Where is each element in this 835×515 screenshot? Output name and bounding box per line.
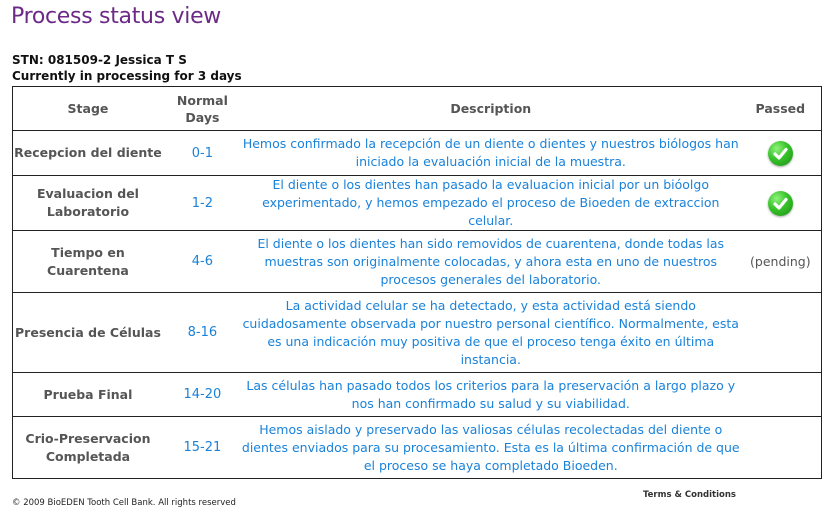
stage-cell: Presencia de Células <box>13 293 163 373</box>
stage-cell: Tiempo en Cuarentena <box>13 231 163 293</box>
stage-cell: Evaluacion del Laboratorio <box>13 176 163 231</box>
normal-days-cell: 4-6 <box>163 231 242 293</box>
stage-header: Stage <box>67 101 109 116</box>
table-row <box>13 417 822 479</box>
description-cell: El diente o los dientes han sido removidos de cuarentena, donde todas las muestras son originalmente colocadas, y ahora esta en uno de nuestros procesos generales del laboratorio. <box>242 231 740 293</box>
table-header-row <box>13 87 822 131</box>
description-cell: Las células han pasado todos los criterios para la preservación a largo plazo y nos han confirmado su salud y su viabilidad. <box>242 373 740 417</box>
passed-cell <box>740 176 822 231</box>
normal-days-cell: 14-20 <box>163 373 242 417</box>
table-row <box>13 373 822 417</box>
order-info <box>12 52 242 84</box>
passed-status-text: (pending) <box>750 254 811 269</box>
terms-link[interactable]: Terms & Conditions <box>643 490 736 500</box>
normal-days-header: Normal Days <box>176 92 228 125</box>
stage-cell: Recepcion del diente <box>13 131 163 176</box>
normal-days-cell: 0-1 <box>163 131 242 176</box>
check-icon <box>768 191 793 216</box>
passed-cell <box>740 417 822 479</box>
table-row <box>13 293 822 373</box>
check-icon <box>768 141 793 166</box>
description-cell: Hemos aislado y preservado las valiosas células recolectadas del diente o dientes enviados para su procesamiento. Esta es la última confirmación de que el proceso se haya completado Bioeden. <box>242 417 740 479</box>
passed-cell <box>740 293 822 373</box>
passed-cell <box>740 373 822 417</box>
page-title: Process status view <box>11 4 222 29</box>
copyright-text: © 2009 BioEDEN Tooth Cell Bank. All rights reserved <box>12 498 236 508</box>
stage-cell: Prueba Final <box>13 373 163 417</box>
normal-days-cell: 1-2 <box>163 176 242 231</box>
description-cell: El diente o los dientes han pasado la evaluacion inicial por un bióolgo experimentado, y hemos empezado el proceso de Bioeden de extraccion celular. <box>242 176 740 231</box>
process-status-table <box>12 86 822 479</box>
normal-days-cell: 8-16 <box>163 293 242 373</box>
passed-cell <box>740 131 822 176</box>
stage-cell: Crio-Preservacion Completada <box>13 417 163 479</box>
table-row <box>13 231 822 293</box>
description-header: Description <box>450 101 532 116</box>
processing-status: Currently in processing for 3 days <box>12 69 242 83</box>
normal-days-cell: 15-21 <box>163 417 242 479</box>
description-cell: Hemos confirmado la recepción de un diente o dientes y nuestros biólogos han iniciado la evaluación inicial de la muestra. <box>242 131 740 176</box>
passed-header: Passed <box>755 101 806 116</box>
table-row <box>13 131 822 176</box>
description-cell: La actividad celular se ha detectado, y esta actividad está siendo cuidadosamente observada por nuestro personal científico. Normalmente, esta es una indicación muy positiva de que el proceso tenga éxito en última instancia. <box>242 293 740 373</box>
table-row <box>13 176 822 231</box>
passed-cell <box>740 231 822 293</box>
stn-label: STN: 081509-2 Jessica T S <box>12 53 187 67</box>
